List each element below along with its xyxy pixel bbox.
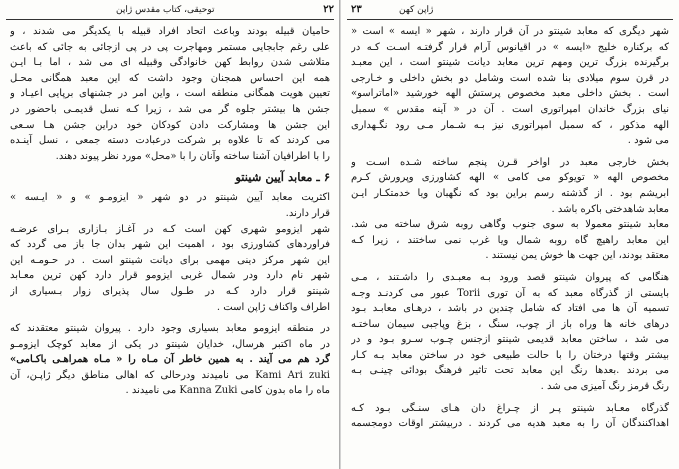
text-line: Kami Ari zuki می نامیدند ودرحالی که اهالی مناطق دیگر ژاپـن، آن [10, 369, 330, 381]
text-line: گرد هم می آیند . به همین خاطر آن مـاه را « مـاه همراهـی باکـامی» [10, 354, 330, 366]
text-line: الهه مذکور ، که سمبل امپراتوری نیز بـه شـمار مـی رود نگـهداری [351, 119, 669, 131]
page-gutter [339, 0, 341, 469]
text-line: اطراف واکناف ژاپن است . [216, 301, 330, 313]
text-line: این جشن ها ومشارکت دادن کودکان خود دراین جشن هـا سـعی [10, 119, 330, 131]
text-line: که برکناره خلیج «ایسه » در اقیانوس آرام قرار گرفتـه اسـت کـه در [351, 41, 669, 53]
text-line: در منطقه ایزومو معابد بسیاری وجود دارد . پیروان شینتو معتقدند که [10, 323, 330, 335]
text-line: مخصوص الهه « تویوکو می کامی » الهه کشاورزی وپرورش کـرم [351, 172, 669, 184]
text-line: معتقد بودند، این جهت ها خوش یمن نیستند . [485, 250, 669, 262]
text-line: جشن ها بیشتر جلوه گر می شد ، زیرا کـه نسل قدیمـی باحضور در [10, 103, 330, 115]
text-line: گذرگاه معـابد شینتو پـر از چـراغ دان هـای سنـگی بـود کـه [351, 402, 669, 414]
right-page-body [351, 24, 669, 432]
left-running-title: توحیقی، کتاب مقدس ژاپن [116, 5, 215, 15]
text-line: می کردند که تا علاوه بر شرکت درعبادت دسته جمعی ، نسل آینـده [10, 135, 330, 147]
text-line: می شد ، ساختن معابد قدیمی شینتو ازجنس چـوب سـرو بـود و در [351, 334, 669, 346]
text-line: بخش خارجی معبد در اواخر قـرن پنجم ساخته شـده اسـت و [351, 156, 669, 168]
text-line: هنگامی که پیروان شینتو قصد ورود بـه معبـدی را داشـتند ، مـی [351, 271, 669, 283]
text-line: می بردند .بعدها رنگ این معابد تحت تاثیر فرهنگ بودائی چینـی بـه [351, 365, 669, 377]
left-page-number: ۲۲ [323, 4, 334, 15]
section-heading: ۶ ـ معابد آیین شینتو [235, 170, 330, 185]
text-line: شهر ایزومو شهری کهن است کـه در آغـاز بـازاری بـرای عرضـه [10, 223, 330, 235]
left-page [6, 0, 334, 469]
text-line: اهداکنندگان آن را به معبد هدیه می کردند . دربیشتر اوقات دومجسمه [351, 418, 669, 430]
right-running-title: ژاپن کهن [399, 5, 434, 15]
text-line: برگیرنده بزرگ ترین ومهم ترین معابد دیانت شینتو است ، این معبـد [351, 57, 669, 69]
text-line: نیای بزرگ خاندان امپراتوری است . آن در « آینه مقدس » سمبل [351, 103, 669, 115]
right-page-number: ۲۳ [351, 4, 362, 15]
text-line: در قرن سوم میلادی بنا شده است وشامل دو بخش داخلی و خـارجی [351, 72, 669, 84]
left-page-body [10, 24, 330, 399]
text-line: معابد شینتو معمولا به سوی جنوب وگاهی روبه شرق ساخته می شد. [351, 219, 669, 231]
text-line: بیشتر وقتها درختان را با حالت طبیعی خود در ساختن معابد بـه کـار [351, 349, 669, 361]
text-line: تسمیه آن ها می افتاد که شامل چندین در باشد ، درهـای معابـد بـود [351, 303, 669, 315]
right-page [347, 0, 673, 469]
text-line: است . بخش داخلی معبد مخصوص پرستش الهه خورشید «اماتراسو» [351, 88, 669, 100]
left-page-header [6, 4, 334, 18]
text-line: ابریشم بود . از گذشته رسم براین بود که نگهبان ویا خدمتکـار ایـن [351, 187, 669, 199]
text-line: این معابد راهیچ گاه روبه شمال ویا غرب نمی ساختند ، زیرا کـه [351, 234, 669, 246]
text-line: همه این احساس همجنان وجود داشت که این معبد همگانی محـل [10, 72, 330, 84]
text-line: فراوردهای کشاورزی بود ، اهمیت این شهر بدان جا باز می گردد که [10, 239, 330, 251]
left-header-rule [6, 19, 334, 20]
right-header-rule [347, 19, 673, 20]
text-line: را با اطرافیان آشنا ساخته وآنان را با «محل» مورد نظر پیوند دهند. [55, 150, 330, 162]
text-line: معابد شاهدختی باکره باشد . [551, 203, 669, 215]
text-line: شهر دیگری که معابد شینتو در آن قرار دارند ، شهر « ایسه » است « [351, 26, 669, 37]
text-line: علی رغم جابجایی مستمر ومهاجرت پی در پی ازجائی به جائی که باعث [10, 41, 330, 53]
text-line: بایستی از گذرگاه معبد که به آن توری Torii عبور می کردنـد وجـه [351, 287, 669, 299]
text-line: شینتو قرار دارد کـه در طـول سال پذیرای زوار بـسیاری از [10, 285, 330, 297]
text-line: رنگ قرمز رنگ آمیزی می شد . [540, 381, 669, 393]
text-line: این شهر مرکز دینی مهمی برای دیانت شینتو است . در حـومـه این [10, 254, 330, 266]
right-page-header [347, 4, 673, 18]
text-line: درهای خانه ها وراه باز از چوب، سنگ ، بزغ وپاجبی سیمان ساختـه [351, 318, 669, 330]
text-line: تعیین هویت همگانی منطقه است ، واین امر در جشنهای برپایی اعیـاد و [10, 88, 330, 100]
text-line: در ماه اکتبر هرسال، خدایان شینتو در یکی از معابد کوچک ایزومـو [10, 338, 330, 350]
text-line: شهر نام دارد ودر شمال غربی ایزومو قرار دارد کهن ترین معـابد [10, 270, 330, 282]
text-line: حامیان قبیله بودند وباعث اتحاد افراد قبیله با یکدیگر می شدند ، و [10, 26, 330, 37]
text-line: ماه را ماه بدون کامی Kanna Zuki می نامیدند . [125, 385, 330, 397]
text-line: اکثریت معابد آیین شینتو در دو شهر « ایزومـو » و « ایـسه » [10, 192, 330, 204]
text-line: می شود . [627, 135, 669, 147]
text-line: متلاشی شدن روابط کهن خانوادگی وقبیله ای می شد ، اما بـا ایـن [10, 57, 330, 69]
text-line: قرار دارند. [285, 207, 330, 219]
